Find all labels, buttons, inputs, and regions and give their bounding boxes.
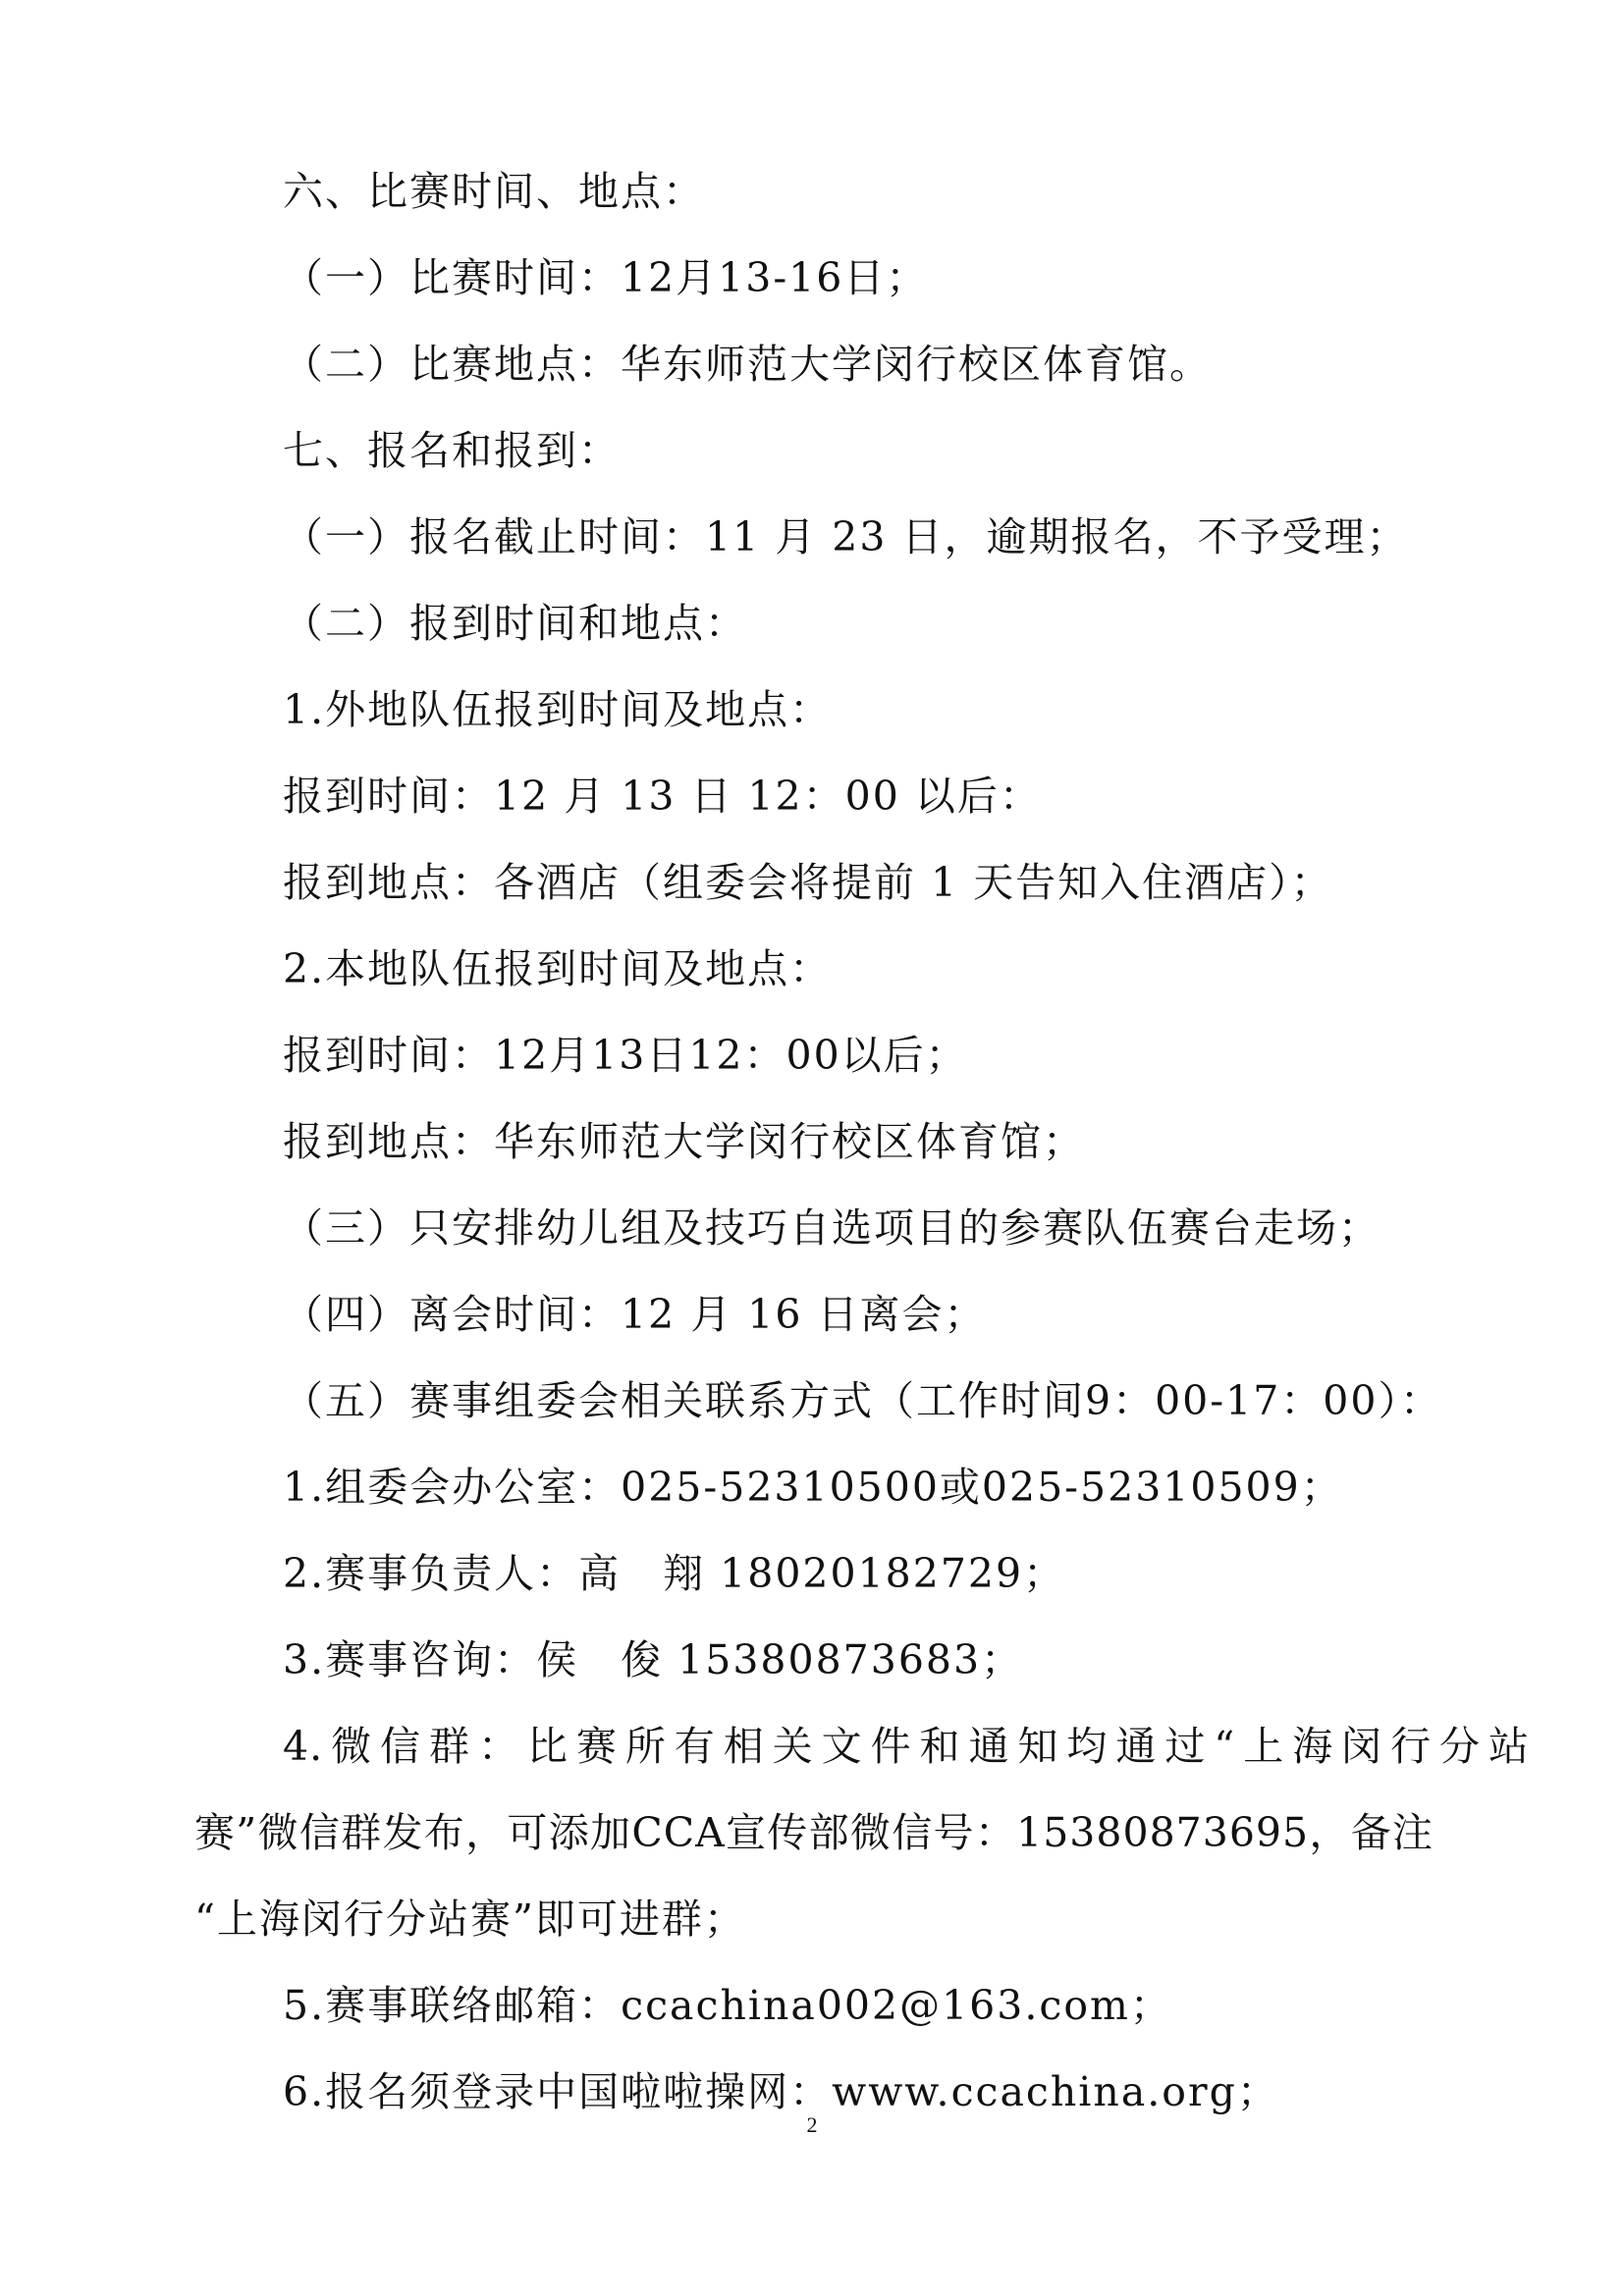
competition-location: （二）比赛地点：华东师范大学闵行校区体育馆。 [283,341,1212,388]
event-manager-contact: 2.赛事负责人：高 翔 18020182729； [283,1550,1066,1597]
event-inquiry-contact: 3.赛事咨询：侯 俊 15380873683； [283,1636,1024,1683]
page-number: 2 [806,2112,818,2137]
registration-deadline: （一）报名截止时间：11 月 23 日，逾期报名，不予受理； [283,513,1409,561]
local-teams-heading: 2.本地队伍报到时间及地点： [283,945,833,992]
wechat-group-line-1: 4.微信群：比赛所有相关文件和通知均通过“上海闵行分站 [283,1723,1530,1770]
registration-website: 6.报名须登录中国啦啦操网：www.ccachina.org； [283,2068,1279,2115]
contact-heading: （五）赛事组委会相关联系方式（工作时间9：00-17：00）： [283,1377,1442,1424]
out-of-town-teams-heading: 1.外地队伍报到时间及地点： [283,686,833,733]
wechat-group-line-3: “上海闵行分站赛”即可进群； [194,1896,746,1943]
office-contact: 1.组委会办公室：025-52310500或025-52310509； [283,1464,1343,1511]
local-check-in-time: 报到时间：12月13日12：00以后； [283,1032,968,1079]
section-heading-time-location: 六、比赛时间、地点： [283,168,705,215]
competition-time: （一）比赛时间：12月13-16日； [283,254,929,301]
check-in-heading: （二）报到时间和地点： [283,600,747,647]
wechat-group-line-2: 赛”微信群发布，可添加CCA宣传部微信号：15380873695，备注 [194,1809,1434,1856]
out-of-town-check-in-location: 报到地点：各酒店（组委会将提前 1 天告知入住酒店）； [283,859,1333,906]
contact-email: 5.赛事联络邮箱：ccachina002@163.com； [283,1982,1172,2029]
local-check-in-location: 报到地点：华东师范大学闵行校区体育馆； [283,1118,1085,1165]
section-heading-registration: 七、报名和报到： [283,427,621,474]
departure-time: （四）离会时间：12 月 16 日离会； [283,1291,987,1338]
stage-walkthrough-note: （三）只安排幼儿组及技巧自选项目的参赛队伍赛台走场； [283,1204,1380,1252]
out-of-town-check-in-time: 报到时间：12 月 13 日 12：00 以后： [283,773,1042,820]
